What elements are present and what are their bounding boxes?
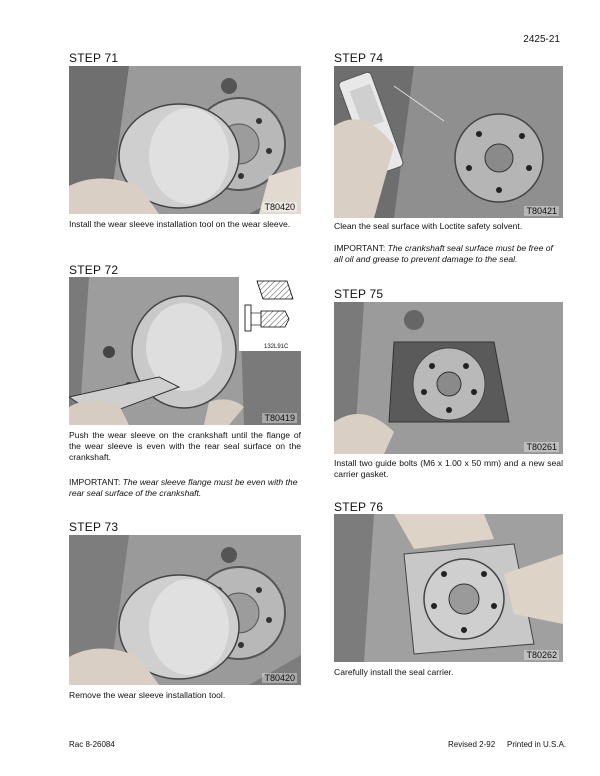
photo-code: T80261 xyxy=(526,442,557,452)
photo-code: T80419 xyxy=(264,413,295,423)
page-number: 2425-21 xyxy=(523,34,560,45)
step-71-caption: Install the wear sleeve installation tool on the wear sleeve. xyxy=(69,219,291,229)
step-75-photo xyxy=(334,302,563,454)
important-text: The wear sleeve flange must be even with the rear seal surface of the crankshaft. xyxy=(69,477,298,498)
footer-printed: Printed in U.S.A. xyxy=(507,740,567,749)
inset-code: 132L91C xyxy=(264,344,289,350)
step-76-caption: Carefully install the seal carrier. xyxy=(334,667,454,677)
step-74-caption: Clean the seal surface with Loctite safety solvent. xyxy=(334,221,523,231)
important-label: IMPORTANT: xyxy=(69,477,121,487)
step-76-title: STEP 76 xyxy=(334,500,384,514)
step-74-title: STEP 74 xyxy=(334,51,384,65)
important-label: IMPORTANT: xyxy=(334,243,386,253)
photo-code: T80420 xyxy=(264,673,295,683)
step-75-title: STEP 75 xyxy=(334,287,384,301)
footer-doc-code: Rac 8-26084 xyxy=(69,740,115,749)
step-71-photo xyxy=(69,66,301,214)
step-75-caption: Install two guide bolts (M6 x 1.00 x 50 mm) and a new seal carrier gasket. xyxy=(334,458,563,479)
step-76-photo xyxy=(334,514,563,662)
step-72-photo xyxy=(69,277,301,425)
footer-revised: Revised 2-92 xyxy=(448,740,496,749)
step-73-title: STEP 73 xyxy=(69,520,119,534)
step-74-important xyxy=(334,243,563,265)
photo-code: T80420 xyxy=(264,202,295,212)
step-72-title: STEP 72 xyxy=(69,263,119,277)
step-72-important xyxy=(69,477,301,499)
cross-section-diagram xyxy=(239,277,301,351)
step-71-title: STEP 71 xyxy=(69,51,119,65)
step-73-photo xyxy=(69,535,301,685)
step-73-caption: Remove the wear sleeve installation tool. xyxy=(69,690,226,700)
photo-code: T80262 xyxy=(526,650,557,660)
step-74-photo xyxy=(334,66,563,218)
photo-code: T80421 xyxy=(526,206,557,216)
step-72-caption: Push the wear sleeve on the crankshaft until the flange of the wear sleeve is even with the rear seal surface on the crankshaft. xyxy=(69,430,301,462)
important-text: The crankshaft seal surface must be free of all oil and grease to prevent damage to the seal. xyxy=(334,243,553,264)
